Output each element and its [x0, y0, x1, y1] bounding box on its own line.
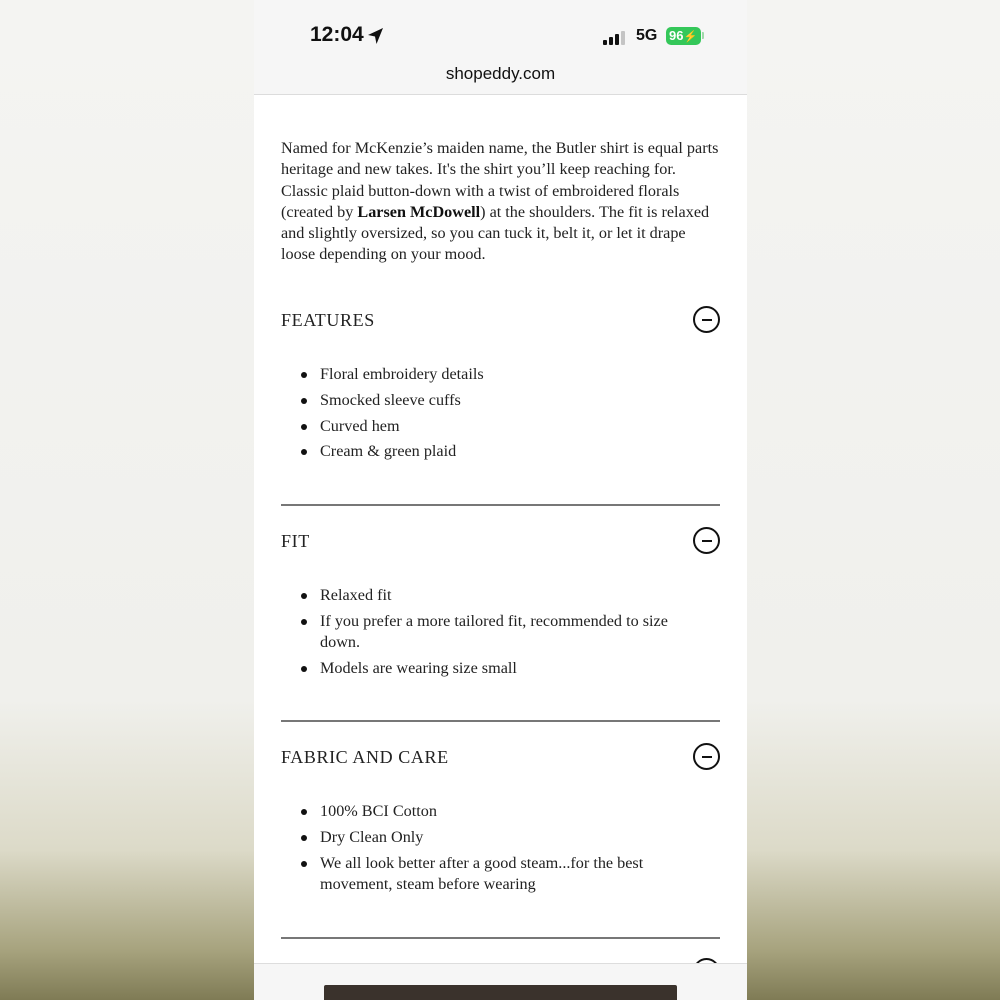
list-item: Floral embroidery details	[320, 364, 700, 385]
features-list	[320, 364, 700, 467]
list-item: Smocked sleeve cuffs	[320, 390, 700, 411]
list-item: Dry Clean Only	[320, 827, 700, 848]
section-title-features: FEATURES	[281, 310, 375, 330]
description-part-1: Named for McKenzie’s maiden name, the Butler shirt is equal parts heritage and new takes. It's the shirt you’ll keep reaching for. Classic plaid button-down with a twist of embroidered florals (created by	[281, 139, 719, 221]
section-title-fit: FIT	[281, 531, 310, 551]
list-item: If you prefer a more tailored fit, recommended to size down.	[320, 611, 700, 654]
divider	[281, 504, 720, 506]
fabric-and-care-list	[320, 801, 700, 900]
add-to-cart-button[interactable]	[324, 985, 677, 1000]
location-arrow-icon	[367, 27, 384, 45]
collapse-minus-icon[interactable]	[693, 306, 720, 333]
background-right	[747, 0, 1000, 1000]
list-item: 100% BCI Cotton	[320, 801, 700, 822]
divider	[281, 720, 720, 722]
accordion-header-fabric-and-care[interactable]	[281, 743, 720, 773]
accordion-header-features[interactable]	[281, 306, 720, 336]
status-time: 12:04	[310, 23, 364, 46]
description-part-2: ) at the shoulders. The fit is relaxed and slightly oversized, so you can tuck it, belt it, or let it drape loose depending on your mood.	[281, 202, 710, 264]
list-item: Relaxed fit	[320, 585, 700, 606]
address-bar-url[interactable]: shopeddy.com	[445, 64, 556, 83]
battery-icon	[666, 27, 701, 45]
accordion-header-fit[interactable]	[281, 527, 720, 557]
status-bar	[254, 0, 747, 95]
section-title-fabric-and-care: FABRIC AND CARE	[281, 747, 449, 767]
product-description	[281, 138, 720, 266]
designer-name: Larsen McDowell	[357, 202, 481, 221]
collapse-minus-icon[interactable]	[693, 743, 720, 770]
list-item: Cream & green plaid	[320, 441, 700, 462]
list-item: We all look better after a good steam...for the best movement, steam before wearing	[320, 853, 700, 896]
description-text	[281, 138, 720, 266]
list-item: Curved hem	[320, 416, 700, 437]
battery-level: 96	[669, 28, 684, 43]
fit-list	[320, 585, 700, 684]
background-left	[0, 0, 254, 1000]
list-item: Models are wearing size small	[320, 658, 700, 679]
charging-bolt-icon: ⚡	[683, 31, 698, 43]
collapse-minus-icon[interactable]	[693, 527, 720, 554]
network-type: 5G	[636, 27, 658, 44]
cellular-signal-icon	[603, 31, 625, 45]
divider	[281, 937, 720, 939]
battery-tip	[702, 32, 704, 39]
phone-screen	[254, 0, 747, 1000]
